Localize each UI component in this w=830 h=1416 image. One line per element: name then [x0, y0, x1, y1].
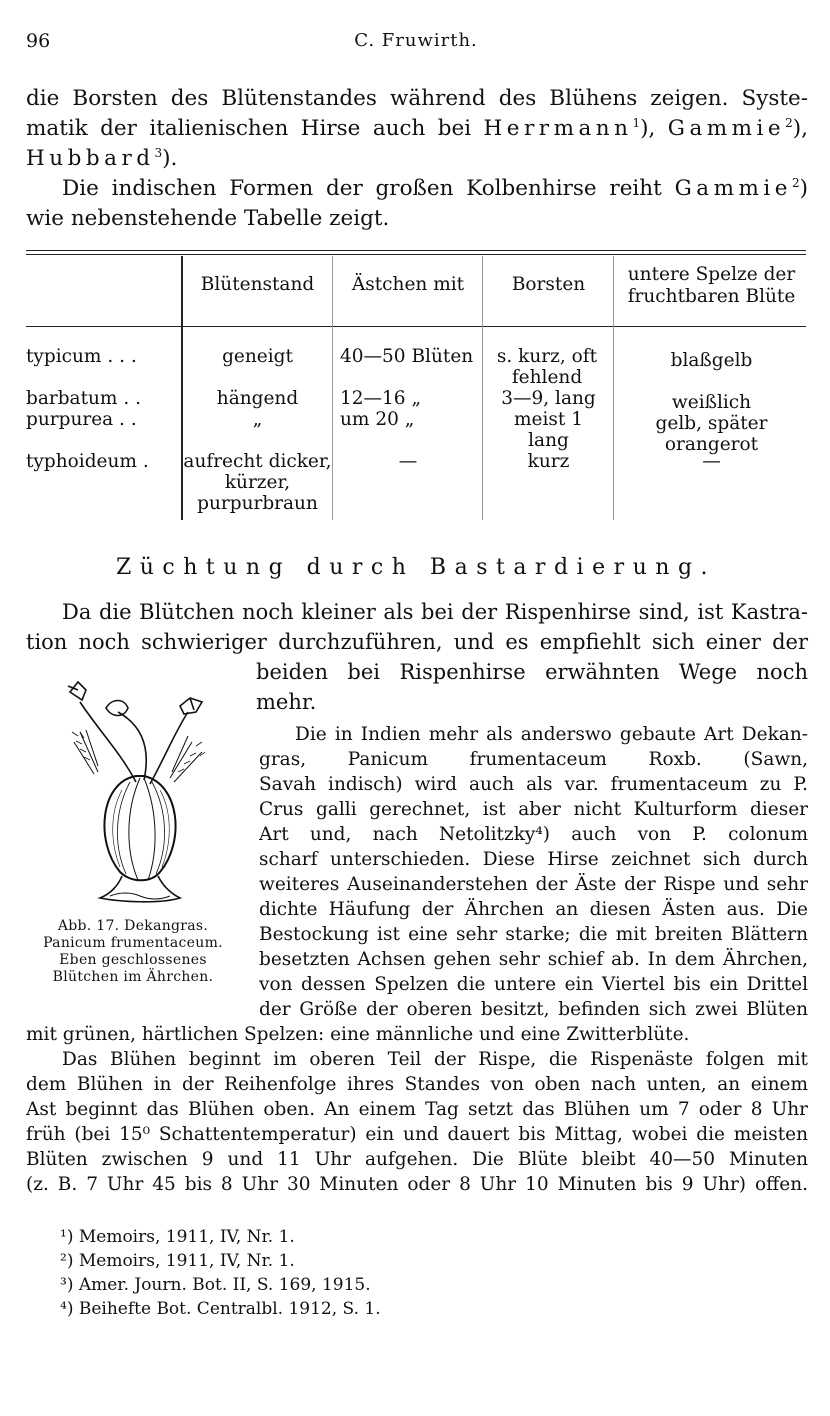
- paragraph-1: [26, 84, 808, 174]
- caption-line: Blütchen im Ährchen.: [52, 969, 214, 985]
- main-text-column: [259, 722, 808, 1022]
- table-cell: 40—50 Blüten: [340, 346, 474, 367]
- table-header-rule: [26, 326, 806, 327]
- table-cell: —: [398, 451, 418, 472]
- row-name-purpurea: purpurea . .: [26, 409, 137, 430]
- author-name-herrmann: Herrmann: [483, 116, 633, 141]
- page-header: [26, 30, 806, 56]
- table-cell: aufrecht dicker, kürzer, purpurbraun: [183, 451, 332, 514]
- table-cell: meist 1 lang: [514, 409, 583, 451]
- table-cell: kurz: [527, 451, 570, 472]
- table-divider: [332, 256, 333, 520]
- text-line: dichte Häufung der Ährchen an diesen Ästen aus. Die: [259, 899, 808, 920]
- text-line: scharf unterschieden. Diese Hirse zeichnet sich durch: [259, 849, 808, 870]
- table-cell: geneigt: [222, 346, 293, 367]
- text-line: gras, Panicum frumentaceum Roxb. (Sawn,: [259, 749, 808, 770]
- footnote: ²) Memoirs, 1911, IV, Nr. 1.: [60, 1251, 295, 1271]
- footnote: ¹) Memoirs, 1911, IV, Nr. 1.: [60, 1227, 295, 1247]
- text-line: Art und, nach Netolitzky⁴) auch von P. colonum: [259, 824, 808, 845]
- footnote: ³) Amer. Journ. Bot. II, S. 169, 1915.: [60, 1275, 371, 1295]
- row-name-typhoideum: typhoideum .: [26, 451, 149, 472]
- text-line: mit grünen, härtlichen Spelzen: eine männliche und eine Zwitterblüte.: [26, 1024, 690, 1045]
- section-heading: Züchtung durch Bastardierung.: [115, 555, 717, 580]
- text-line: Ast beginnt das Blühen oben. An einem Tag setzt das Blühen um 7 oder 8 Uhr: [26, 1099, 808, 1120]
- text-run: ),: [792, 116, 809, 141]
- table-cell: „: [252, 409, 263, 430]
- text-line: Die in Indien mehr als anderswo gebaute Art Dekan-: [295, 724, 808, 745]
- table-cell: weißlich: [671, 392, 752, 413]
- table-cell: um 20 „: [340, 409, 415, 430]
- author-name-gammie: Gammie: [674, 176, 792, 201]
- footnote-ref: 1: [632, 115, 641, 130]
- text-run: ): [799, 176, 808, 201]
- text-line: früh (bei 15⁰ Schattentemperatur) ein und dauert bis Mittag, wobei die meisten: [26, 1124, 808, 1145]
- text-line: der Größe der oberen besitzt, befinden sich zwei Blüten: [259, 999, 808, 1020]
- paragraph-1-line-1: die Borsten des Blütenstandes während des Blühens zeigen. Syste-: [26, 86, 808, 111]
- row-name-typicum: typicum . . .: [26, 346, 137, 367]
- variety-table: [26, 250, 806, 520]
- intro-line-1: Da die Blütchen noch kleiner als bei der Rispenhirse sind, ist Kastra-: [62, 600, 808, 624]
- table-cell: 3—9, lang: [501, 388, 596, 409]
- table-cell: —: [702, 451, 721, 472]
- text-line: Crus galli gerechnet, ist aber nicht Kulturform dieser: [259, 799, 808, 820]
- text-run: matik der italienischen Hirse auch bei: [26, 116, 484, 141]
- table-divider: [613, 256, 614, 520]
- table-cell: 12—16 „: [340, 388, 422, 409]
- caption-line: Abb. 17. Dekangras.: [57, 918, 209, 934]
- table-cell: hängend: [216, 388, 299, 409]
- page-number: 96: [26, 30, 51, 52]
- intro-line-4: mehr.: [256, 690, 317, 714]
- text-line: weiteres Auseinanderstehen der Äste der Rispe und sehr: [259, 874, 808, 895]
- footnote-ref: 2: [785, 115, 793, 130]
- caption-line: Panicum frumentaceum.: [43, 935, 223, 951]
- text-line: Bestockung ist eine sehr starke; die mit breiten Blättern: [259, 924, 808, 945]
- column-header-aestchen: Ästchen mit: [351, 274, 465, 295]
- text-run: ),: [640, 116, 668, 141]
- table-top-rule-2: [26, 254, 806, 255]
- intro-line-2: tion noch schwieriger durchzuführen, und es empfiehlt sich einer der: [26, 630, 808, 654]
- author-name-gammie: Gammie: [667, 116, 786, 141]
- column-header-bluetenstand: Blütenstand: [200, 274, 315, 295]
- text-run: ).: [162, 146, 178, 171]
- footnotes: [60, 1225, 780, 1321]
- spikelet-illustration: [40, 672, 240, 912]
- footnote-ref: 2: [791, 175, 800, 190]
- running-head-author: C. Fruwirth.: [354, 30, 478, 51]
- text-line: Savah indisch) wird auch als var. frumentaceum zu P.: [259, 774, 808, 795]
- table-top-rule: [26, 250, 806, 251]
- footnote: ⁴) Beihefte Bot. Centralbl. 1912, S. 1.: [60, 1299, 381, 1319]
- text-run: Die indischen Formen der großen Kolbenhirse reiht: [62, 176, 675, 201]
- column-header-spelze: untere Spelze der fruchtbaren Blüte: [627, 264, 796, 307]
- text-line: (z. B. 7 Uhr 45 bis 8 Uhr 30 Minuten oder 8 Uhr 10 Minuten bis 9 Uhr) offen.: [26, 1174, 808, 1195]
- text-line: Das Blühen beginnt im oberen Teil der Rispe, die Rispenäste folgen mit: [62, 1049, 808, 1070]
- text-line: besetzten Achsen gehen sehr schief ab. In dem Ährchen,: [259, 949, 808, 970]
- paragraph-1-line-3: [26, 144, 808, 174]
- text-line: dem Blühen in der Reihenfolge ihres Standes von oben nach unten, an einem: [26, 1074, 808, 1095]
- table-cell: gelb, später orangerot: [655, 413, 768, 455]
- author-name-hubbard: Hubbard: [26, 146, 155, 171]
- footnote-ref: 3: [154, 145, 163, 160]
- paragraph-2: [26, 174, 808, 234]
- paragraph-2-line-1: [26, 174, 808, 204]
- table-cell: blaßgelb: [670, 350, 753, 371]
- figure-caption: [22, 918, 244, 986]
- text-line: von dessen Spelzen die untere ein Viertel bis ein Drittel: [259, 974, 808, 995]
- row-name-barbatum: barbatum . .: [26, 388, 142, 409]
- table-cell: s. kurz, oft fehlend: [496, 346, 598, 388]
- caption-line: Eben geschlossenes: [59, 952, 207, 968]
- text-line: Blüten zwischen 9 und 11 Uhr aufgehen. Die Blüte bleibt 40—50 Minuten: [26, 1149, 808, 1170]
- column-header-borsten: Borsten: [511, 274, 586, 295]
- paragraph-1-line-2: [26, 114, 808, 144]
- table-divider: [482, 256, 483, 520]
- intro-line-3: beiden bei Rispenhirse erwähnten Wege noch: [256, 660, 808, 684]
- paragraph-2-line-2: wie nebenstehende Tabelle zeigt.: [26, 206, 390, 231]
- full-width-text: [26, 1022, 808, 1197]
